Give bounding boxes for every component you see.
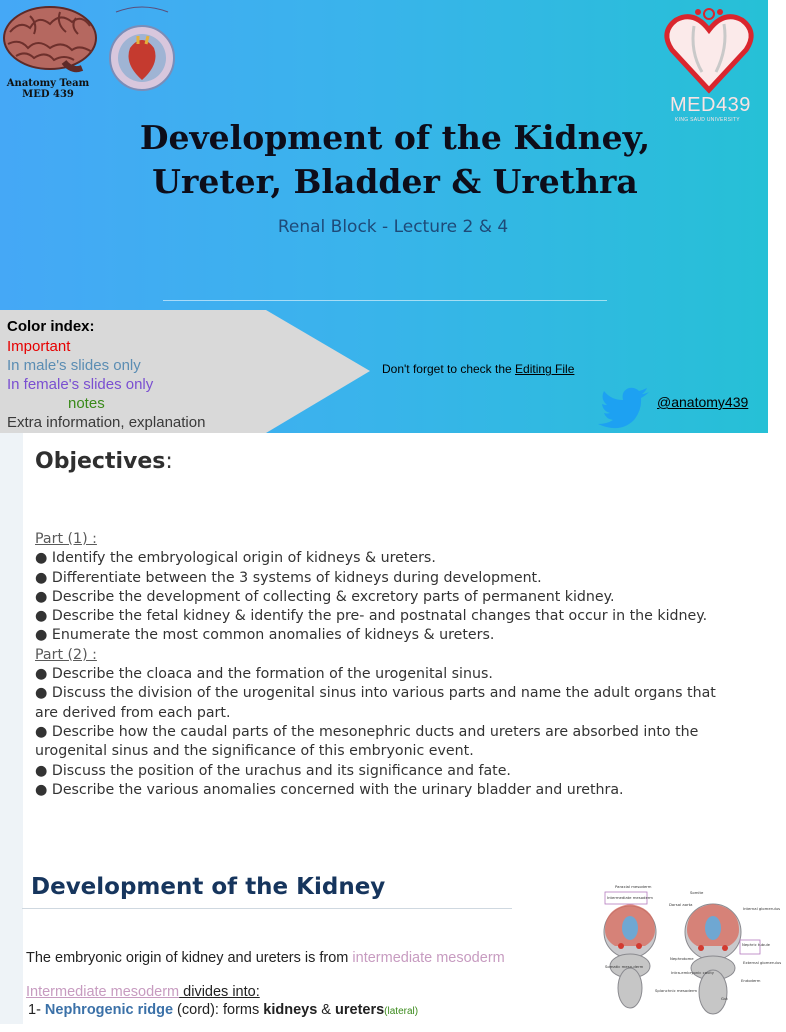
list-item: ● Describe how the caudal parts of the mesonephric ducts and ureters are absorbed into the (35, 723, 699, 740)
list-item: urogenital sinus and the significance of this embryonic event. (35, 743, 474, 760)
color-index-title: Color index: (7, 318, 95, 335)
im-sentence (26, 984, 260, 1000)
list-item: ● Differentiate between the 3 systems of kidneys during development. (35, 569, 542, 586)
item-mid: (cord): forms (173, 1002, 264, 1018)
review-stamp-icon (106, 2, 178, 98)
diagram-label: Gut (721, 996, 728, 1001)
im-highlight: Intermediate mesoderm (26, 984, 180, 1000)
title-line-2: Ureter, Bladder & Urethra (152, 162, 638, 201)
color-index-extra: Extra information, explanation (7, 414, 206, 431)
logo-subtext: KING SAUD UNIVERSITY (675, 117, 740, 123)
diagram-label: Nephric tubule (742, 942, 771, 947)
editing-prefix: Don't forget to check the (382, 362, 516, 376)
section-divider (22, 908, 512, 909)
item-term: Nephrogenic ridge (44, 1002, 174, 1018)
origin-prefix: The embryonic origin of kidney and ureters is from (26, 950, 353, 966)
color-index-notes: notes (68, 395, 105, 412)
part-1-label: Part (1) : (35, 531, 97, 547)
list-item: ● Describe the various anomalies concerned with the urinary bladder and urethra. (35, 781, 624, 798)
item-bold-2: ureters (335, 1002, 385, 1018)
color-index-important: Important (7, 338, 71, 355)
diagram-label: Internal glomerulus (743, 906, 781, 911)
diagram-label: Splanchnic mesoderm (655, 988, 698, 993)
objectives-heading-text: Objectives (35, 449, 166, 474)
im-rest: divides into: (179, 984, 260, 1000)
diagram-label: Paraxial mesoderm (615, 884, 652, 889)
item-bold-1: kidneys (263, 1002, 318, 1018)
page-subtitle: Renal Block - Lecture 2 & 4 (277, 217, 509, 237)
color-index-male: In male's slides only (7, 357, 141, 374)
list-item: ● Identify the embryological origin of kidneys & ureters. (35, 550, 436, 567)
cut-off-line (28, 1019, 388, 1024)
objectives-list (35, 530, 755, 800)
editing-notice (382, 362, 574, 376)
item-amp: & (317, 1002, 335, 1018)
origin-sentence (26, 950, 505, 966)
embryo-cross-section-diagram (585, 880, 782, 1024)
twitter-handle-link[interactable]: @anatomy439 (657, 394, 749, 410)
med439-logo-icon (664, 6, 754, 94)
list-item: ● Discuss the division of the urogenital sinus into various parts and name the adult organs that (35, 685, 716, 702)
title-banner (0, 0, 768, 433)
divider (163, 300, 607, 301)
list-item: ● Enumerate the most common anomalies of kidneys & ureters. (35, 627, 495, 644)
section-heading: Development of the Kidney (31, 874, 386, 900)
page-title (100, 116, 690, 204)
objectives-colon: : (165, 449, 173, 474)
list-item: ● Describe the fetal kidney & identify the pre- and postnatal changes that occur in the kidney. (35, 608, 708, 625)
list-item: are derived from each part. (35, 704, 231, 721)
list-item: ● Discuss the position of the urachus and its significance and fate. (35, 762, 511, 779)
team-name-text: Anatomy Team (6, 78, 90, 89)
diagram-label: Nephrotome (670, 956, 694, 961)
item-note: (lateral) (384, 1006, 419, 1017)
diagram-label: Endoderm (741, 978, 761, 983)
item-number: 1- (28, 1002, 45, 1018)
origin-highlight: intermediate mesoderm (352, 950, 505, 966)
list-item: ● Describe the cloaca and the formation of the urogenital sinus. (35, 666, 493, 683)
diagram-label: Intra-embryonic cavity (671, 970, 715, 975)
left-margin-bar (0, 433, 23, 1024)
color-index-arrow (266, 310, 370, 433)
diagram-label: Intermediate mesoderm (607, 895, 653, 900)
twitter-icon[interactable] (606, 388, 650, 424)
diagram-label: Somite (690, 890, 704, 895)
title-line-1: Development of the Kidney, (139, 118, 651, 157)
diagram-label: External glomerulus (743, 960, 782, 965)
color-index-female: In female's slides only (7, 376, 154, 393)
team-name (0, 78, 96, 100)
editing-file-link[interactable]: Editing File (515, 362, 575, 376)
logo-text: MED439 (670, 94, 751, 116)
diagram-label: Somatic meso-derm (605, 964, 644, 969)
team-code-text: MED 439 (22, 89, 74, 100)
objectives-heading (35, 449, 173, 474)
part-2-label: Part (2) : (35, 646, 97, 663)
brain-icon (2, 2, 98, 78)
list-item: ● Describe the development of collecting & excretory parts of permanent kidney. (35, 588, 615, 605)
diagram-label: Dorsal aorta (669, 902, 693, 907)
